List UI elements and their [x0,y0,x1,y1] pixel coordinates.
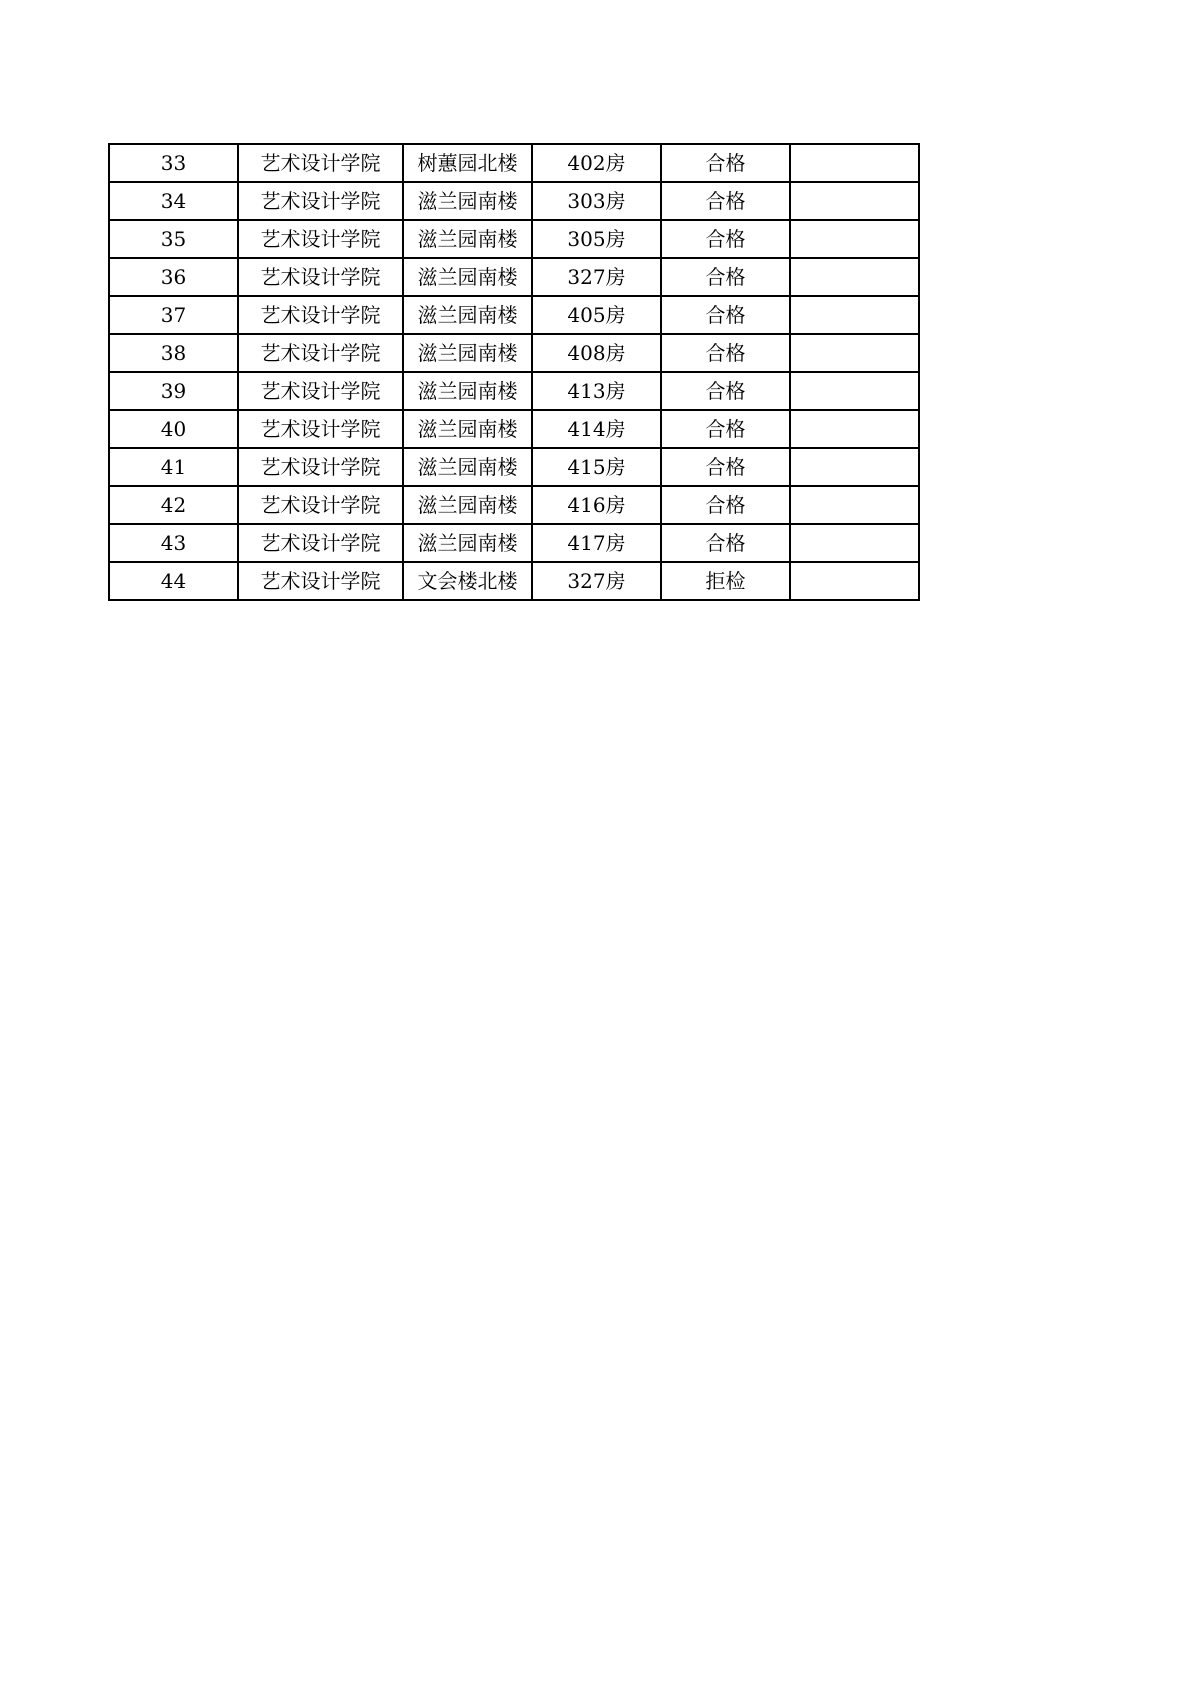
cell-remark [790,486,919,524]
cell-building: 滋兰园南楼 [403,524,532,562]
table-row [109,410,919,448]
cell-college: 艺术设计学院 [238,220,403,258]
cell-college: 艺术设计学院 [238,334,403,372]
cell-college: 艺术设计学院 [238,486,403,524]
cell-room: 414房 [532,410,661,448]
cell-college: 艺术设计学院 [238,144,403,182]
table-row [109,220,919,258]
cell-building: 滋兰园南楼 [403,296,532,334]
cell-remark [790,144,919,182]
cell-number: 33 [109,144,238,182]
cell-room: 415房 [532,448,661,486]
cell-number: 39 [109,372,238,410]
inspection-table [108,143,920,601]
cell-room: 327房 [532,562,661,600]
cell-result: 合格 [661,182,790,220]
cell-room: 416房 [532,486,661,524]
cell-remark [790,220,919,258]
cell-college: 艺术设计学院 [238,182,403,220]
cell-number: 43 [109,524,238,562]
cell-remark [790,410,919,448]
table-row [109,562,919,600]
cell-remark [790,182,919,220]
cell-result: 合格 [661,144,790,182]
cell-remark [790,372,919,410]
cell-college: 艺术设计学院 [238,524,403,562]
cell-result: 合格 [661,334,790,372]
table-row [109,144,919,182]
table-row [109,448,919,486]
table-row [109,524,919,562]
cell-remark [790,296,919,334]
cell-remark [790,258,919,296]
table-row [109,296,919,334]
cell-result: 合格 [661,220,790,258]
cell-building: 滋兰园南楼 [403,220,532,258]
cell-college: 艺术设计学院 [238,258,403,296]
cell-remark [790,448,919,486]
cell-building: 树蕙园北楼 [403,144,532,182]
cell-room: 408房 [532,334,661,372]
cell-remark [790,562,919,600]
cell-number: 34 [109,182,238,220]
cell-room: 303房 [532,182,661,220]
cell-college: 艺术设计学院 [238,448,403,486]
cell-result: 拒检 [661,562,790,600]
cell-college: 艺术设计学院 [238,410,403,448]
cell-number: 35 [109,220,238,258]
cell-building: 滋兰园南楼 [403,182,532,220]
cell-room: 305房 [532,220,661,258]
cell-building: 滋兰园南楼 [403,486,532,524]
table-row [109,372,919,410]
table-row [109,334,919,372]
cell-room: 402房 [532,144,661,182]
cell-building: 滋兰园南楼 [403,334,532,372]
cell-building: 滋兰园南楼 [403,372,532,410]
cell-room: 417房 [532,524,661,562]
cell-result: 合格 [661,448,790,486]
cell-room: 413房 [532,372,661,410]
cell-building: 滋兰园南楼 [403,448,532,486]
cell-result: 合格 [661,486,790,524]
cell-number: 44 [109,562,238,600]
cell-college: 艺术设计学院 [238,372,403,410]
table-row [109,486,919,524]
cell-building: 滋兰园南楼 [403,410,532,448]
cell-result: 合格 [661,258,790,296]
cell-building: 滋兰园南楼 [403,258,532,296]
table-row [109,258,919,296]
cell-room: 327房 [532,258,661,296]
cell-building: 文会楼北楼 [403,562,532,600]
cell-result: 合格 [661,296,790,334]
table-row [109,182,919,220]
cell-result: 合格 [661,410,790,448]
cell-result: 合格 [661,524,790,562]
cell-remark [790,524,919,562]
cell-number: 40 [109,410,238,448]
cell-number: 41 [109,448,238,486]
cell-number: 38 [109,334,238,372]
cell-number: 36 [109,258,238,296]
cell-remark [790,334,919,372]
cell-college: 艺术设计学院 [238,562,403,600]
cell-room: 405房 [532,296,661,334]
cell-college: 艺术设计学院 [238,296,403,334]
cell-number: 42 [109,486,238,524]
cell-result: 合格 [661,372,790,410]
cell-number: 37 [109,296,238,334]
